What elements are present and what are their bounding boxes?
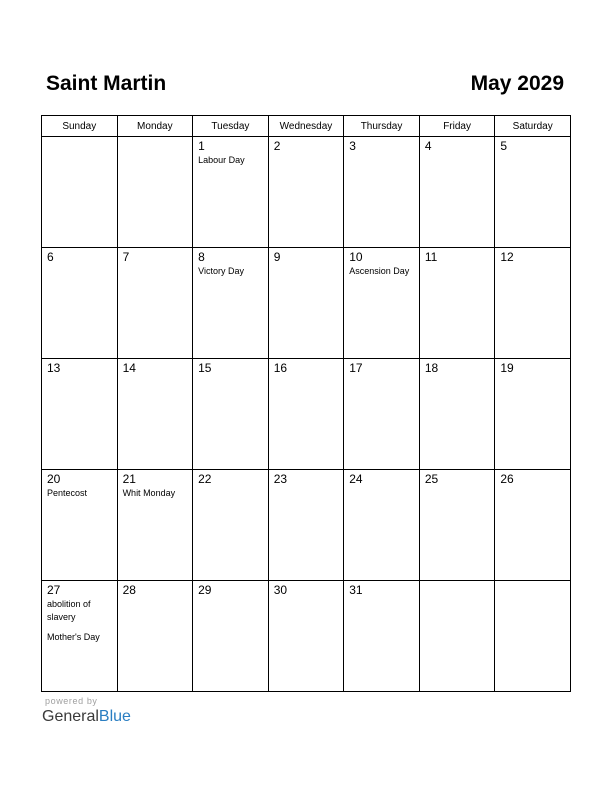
day-cell: [495, 248, 571, 359]
day-number: 24: [349, 472, 363, 486]
day-cell-content: [269, 470, 344, 487]
day-cell: [268, 248, 344, 359]
day-cell: [117, 248, 193, 359]
day-cell-content: [42, 248, 117, 265]
day-cell: [117, 470, 193, 581]
day-cell: [344, 470, 420, 581]
day-cell-content: [420, 137, 495, 154]
day-cell-content: [42, 470, 117, 500]
day-cell-content: [118, 470, 193, 500]
day-cell-content: [495, 470, 570, 487]
day-cell-content: [118, 359, 193, 376]
day-number: 25: [424, 472, 439, 486]
country-title: Saint Martin: [46, 72, 167, 95]
day-number: 19: [500, 361, 514, 375]
day-number: 12: [500, 250, 514, 264]
day-number: 20: [47, 472, 61, 486]
day-cell: [42, 248, 118, 359]
day-cell: [419, 359, 495, 470]
day-number: 4: [424, 139, 432, 153]
powered-by-label: powered by: [45, 696, 98, 706]
day-cell-content: [118, 581, 193, 598]
day-number: 8: [198, 250, 205, 264]
day-cell-content: [193, 248, 268, 278]
day-number: 13: [47, 361, 61, 375]
day-cell-content: [420, 470, 495, 487]
generalblue-logo: [42, 707, 131, 727]
day-number: 3: [349, 139, 356, 153]
day-cell: [419, 248, 495, 359]
day-cell-content: [269, 359, 344, 376]
weekday-tuesday: Tuesday: [193, 116, 269, 137]
holiday-label: abolition of slavery: [47, 599, 91, 622]
day-cell-content: [269, 137, 344, 154]
day-cell: [42, 581, 118, 692]
day-number: 30: [273, 583, 288, 597]
day-number: 22: [198, 472, 212, 486]
calendar-grid: [41, 115, 571, 692]
holiday-label: Ascension Day: [349, 266, 410, 276]
day-cell: [344, 581, 420, 692]
weekday-monday: Monday: [117, 116, 193, 137]
day-cell: [42, 359, 118, 470]
day-cell-content: [344, 248, 419, 278]
day-cell-content: [269, 248, 344, 265]
day-cell-content: [495, 359, 570, 376]
day-cell: [268, 359, 344, 470]
day-cell: [495, 470, 571, 581]
day-cell-content: [420, 359, 495, 376]
day-number: 29: [198, 583, 212, 597]
day-cell: [419, 137, 495, 248]
month-title: May 2029: [470, 72, 564, 95]
day-number: 5: [500, 139, 508, 153]
day-number: 27: [47, 583, 61, 597]
day-number: 7: [122, 250, 130, 264]
day-cell-content: [269, 581, 344, 598]
day-cell: [193, 248, 269, 359]
holiday-label: Mother's Day: [47, 632, 100, 642]
day-cell-content: [420, 248, 495, 265]
day-cell-content: [118, 248, 193, 265]
weekday-thursday: Thursday: [344, 116, 420, 137]
day-number: 2: [273, 139, 281, 153]
day-cell: [42, 470, 118, 581]
day-cell-content: [495, 248, 570, 265]
day-cell-content: [344, 581, 419, 598]
holiday-label: Pentecost: [47, 488, 88, 498]
day-number: 23: [273, 472, 288, 486]
day-cell: [344, 359, 420, 470]
day-cell-content: [42, 581, 117, 644]
empty-day-cell: [117, 137, 193, 248]
day-number: 28: [122, 583, 136, 597]
holiday-label: Labour Day: [198, 155, 245, 165]
day-cell: [193, 470, 269, 581]
weekday-header-row: [42, 116, 571, 137]
day-number: 14: [122, 361, 136, 375]
day-cell: [268, 137, 344, 248]
day-cell: [495, 137, 571, 248]
footer-brand: [42, 696, 131, 727]
day-cell: [344, 137, 420, 248]
day-number: 10: [349, 250, 363, 264]
day-number: 6: [47, 250, 54, 264]
day-cell: [193, 137, 269, 248]
day-cell: [193, 581, 269, 692]
empty-day-cell: [419, 581, 495, 692]
weekday-friday: Friday: [419, 116, 495, 137]
day-cell-content: [193, 359, 268, 376]
day-cell: [419, 470, 495, 581]
day-number: 18: [424, 361, 439, 375]
week-row: [42, 137, 571, 248]
holiday-label: Whit Monday: [122, 488, 176, 498]
week-row: [42, 470, 571, 581]
day-cell-content: [193, 581, 268, 598]
day-cell: [193, 359, 269, 470]
day-cell-content: [42, 137, 117, 139]
day-cell-content: [495, 581, 570, 583]
day-cell-content: [193, 470, 268, 487]
day-cell: [117, 359, 193, 470]
weekday-saturday: Saturday: [495, 116, 571, 137]
holiday-label: Victory Day: [198, 266, 244, 276]
day-cell: [495, 359, 571, 470]
day-number: 1: [198, 139, 205, 153]
empty-day-cell: [42, 137, 118, 248]
day-cell: [268, 470, 344, 581]
day-number: 21: [122, 472, 136, 486]
day-number: 9: [273, 250, 281, 264]
day-number: 26: [500, 472, 514, 486]
weekday-wednesday: Wednesday: [268, 116, 344, 137]
empty-day-cell: [495, 581, 571, 692]
brand-general: General: [42, 708, 99, 725]
day-cell-content: [344, 359, 419, 376]
week-row: [42, 248, 571, 359]
day-cell-content: [344, 137, 419, 154]
day-cell-content: [193, 137, 268, 167]
day-number: 15: [198, 361, 212, 375]
day-cell-content: [344, 470, 419, 487]
day-cell-content: [420, 581, 495, 583]
day-cell-content: [42, 359, 117, 376]
day-number: 16: [273, 361, 288, 375]
day-number: 31: [349, 583, 363, 597]
day-cell: [117, 581, 193, 692]
day-number: 11: [424, 250, 438, 264]
day-cell-content: [495, 137, 570, 154]
day-cell-content: [118, 137, 193, 139]
week-row: [42, 359, 571, 470]
brand-blue: Blue: [98, 708, 131, 725]
day-cell: [344, 248, 420, 359]
day-number: 17: [349, 361, 363, 375]
week-row: [42, 581, 571, 692]
day-cell: [268, 581, 344, 692]
weekday-sunday: Sunday: [42, 116, 118, 137]
